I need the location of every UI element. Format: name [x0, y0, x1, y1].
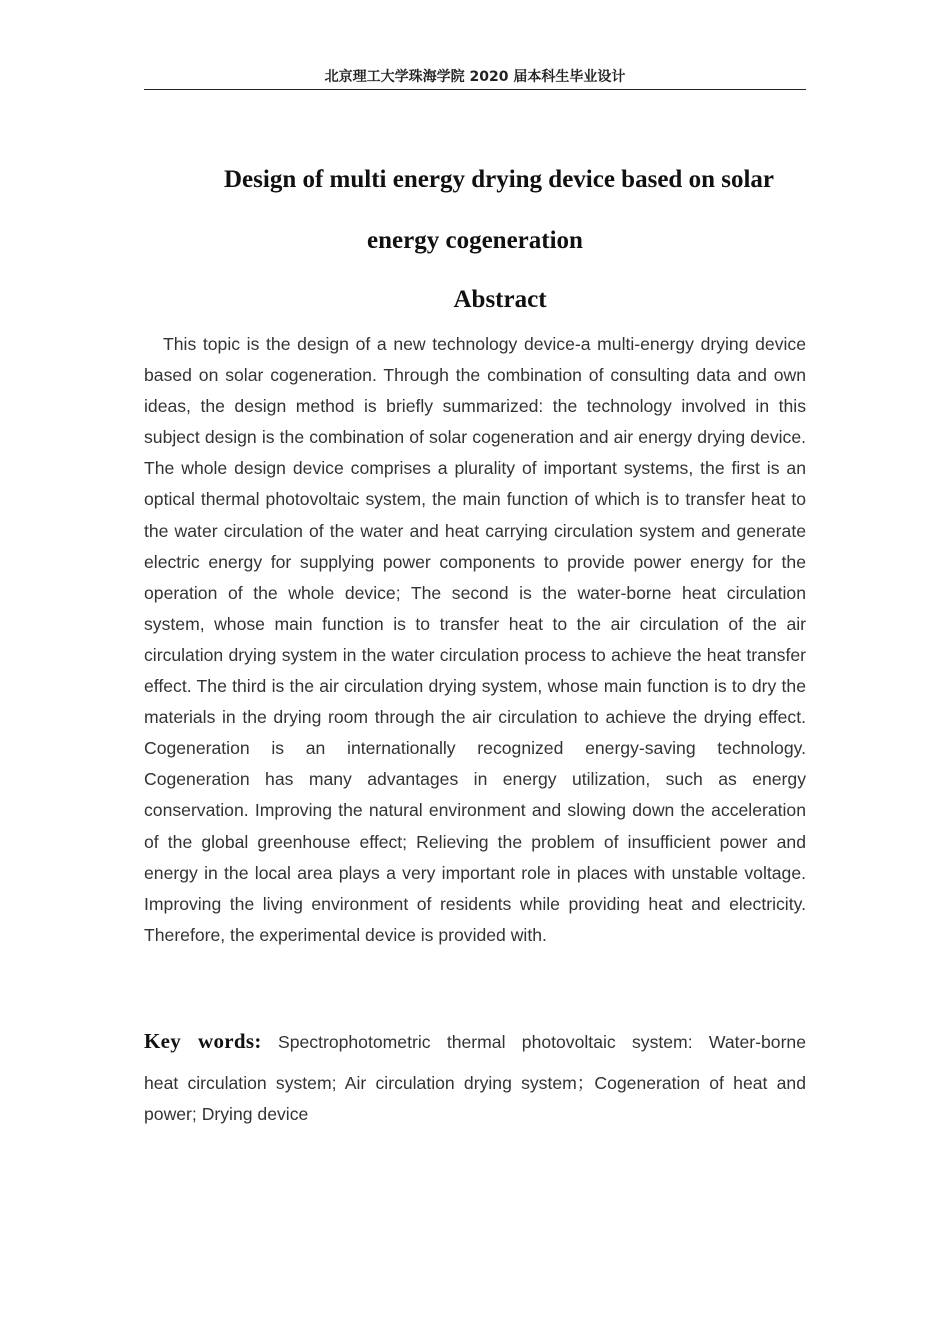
keywords-section [144, 1024, 806, 1130]
keywords-text-line1: Spectrophotometric thermal photovoltaic system: Water-borne [277, 1032, 807, 1052]
thesis-title [144, 160, 854, 261]
thesis-title-line2: energy cogeneration [367, 227, 583, 254]
thesis-title-line1: Design of multi energy drying device based on solar [224, 166, 774, 193]
abstract-body: This topic is the design of a new technology device-a multi-energy drying device based on solar cogeneration. Through the combination of consulting data and own ideas, the design method is briefly summarized: the technology involved in this subject design is the combination of solar cogeneration and air energy drying device. The whole design device comprises a plurality of important systems, the first is an optical thermal photovoltaic system, the main function of which is to transfer heat to the water circulation of the water and heat carrying circulation system and generate electric energy for supplying power components to provide power energy for the operation of the whole device; The second is the water-borne heat circulation system, whose main function is to transfer heat to the air circulation of the air circulation drying system in the water circulation process to achieve the heat transfer effect. The third is the air circulation drying system, whose main function is to dry the materials in the drying room through the air circulation to achieve the drying effect. Cogeneration is an internationally recognized energy-saving technology. Cogeneration has many advantages in energy utilization, such as energy conservation. Improving the natural environment and slowing down the acceleration of the global greenhouse effect; Relieving the problem of insufficient power and energy in the local area plays a very important role in places with unstable voltage. Improving the living environment of residents while providing heat and electricity. Therefore, the experimental device is provided with. [144, 334, 806, 945]
abstract-heading: Abstract [453, 286, 547, 313]
keywords-text-rest: heat circulation system; Air circulation drying system；Cogeneration of heat and power; Drying device [144, 1073, 806, 1124]
running-header: 北京理工大学珠海学院 2020 届本科生毕业设计 [324, 69, 626, 85]
keywords-first-line [144, 1024, 806, 1059]
keywords-label: Key words: [144, 1029, 262, 1053]
header-rule [144, 89, 806, 90]
